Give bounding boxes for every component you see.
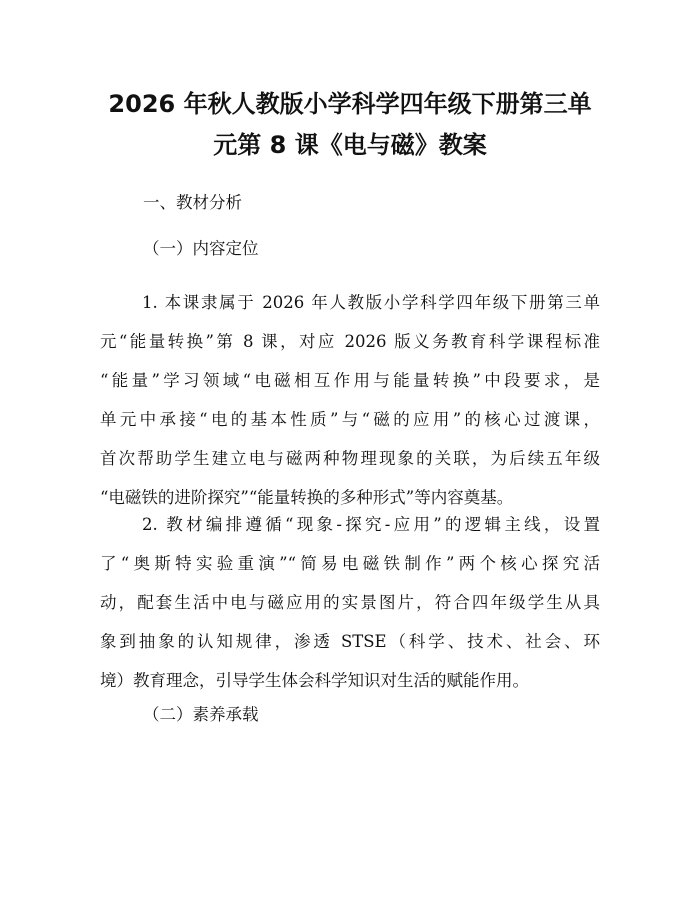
section-heading-textbook-analysis: 一、教材分析 <box>143 193 242 212</box>
paragraph-line: “电磁铁的进阶探究”“能量转换的多种形式”等内容奠基。 <box>100 488 514 507</box>
paragraph-line: 了“奥斯特实验重演”“简易电磁铁制作”两个核心探究活 <box>100 554 600 573</box>
document-title-line-1: 2026 年秋人教版小学科学四年级下册第三单 <box>108 90 592 118</box>
paragraph-line: 2. 教材编排遵循“现象-探究-应用”的逻辑主线，设置 <box>142 515 600 534</box>
paragraph-line: 元“能量转换”第 8 课，对应 2026 版义务教育科学课程标准 <box>100 332 600 351</box>
paragraph-line: 首次帮助学生建立电与磁两种物理现象的关联，为后续五年级 <box>100 449 600 468</box>
document-title-line-2: 元第 8 课《电与磁》教案 <box>213 131 487 159</box>
subsection-heading-content-positioning: （一）内容定位 <box>143 239 259 258</box>
paragraph-textbook-arrangement <box>100 505 600 700</box>
subsection-heading-literacy-carrying: （二）素养承载 <box>143 705 259 724</box>
paragraph-line: 1. 本课隶属于 2026 年人教版小学科学四年级下册第三单 <box>142 293 600 312</box>
paragraph-line: 动，配套生活中电与磁应用的实景图片，符合四年级学生从具 <box>100 593 600 612</box>
paragraph-line: “能量”学习领域“电磁相互作用与能量转换”中段要求，是 <box>100 371 600 390</box>
paragraph-line: 单元中承接“电的基本性质”与“磁的应用”的核心过渡课， <box>100 410 600 429</box>
paragraph-line: 象到抽象的认知规律，渗透 STSE（科学、技术、社会、环 <box>100 632 600 651</box>
paragraph-content-positioning <box>100 283 600 517</box>
paragraph-line: 境）教育理念，引导学生体会科学知识对生活的赋能作用。 <box>100 671 529 690</box>
